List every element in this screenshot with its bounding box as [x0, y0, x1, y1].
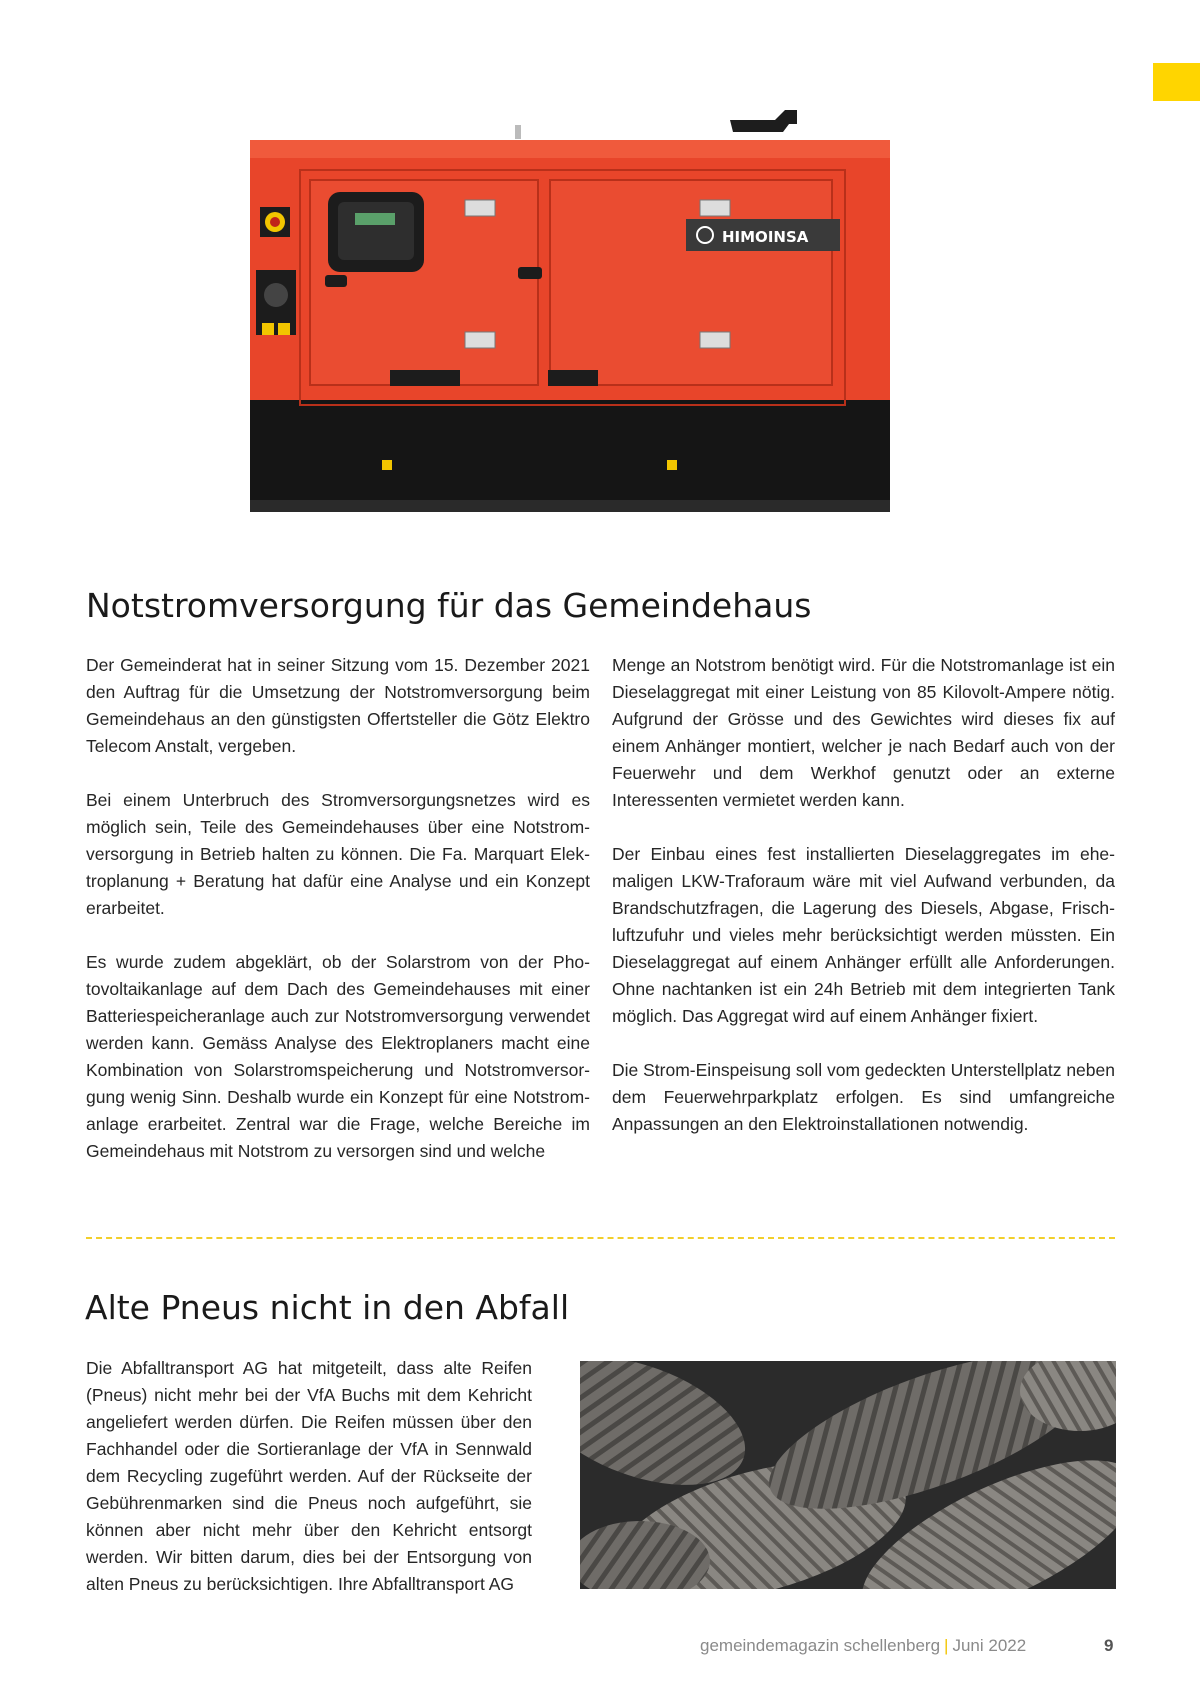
article-title: Alte Pneus nicht in den Abfall	[85, 1288, 570, 1327]
generator-brand-label: HIMOINSA	[722, 228, 809, 246]
paragraph: Der Einbau eines fest installierten Dieselaggregates im ehemaligen LKW-Traforaum wäre mit viel Aufwand verbunden, da Brandschutzfragen, die Lagerung des Diesels, Abgase, Frischluftzufuhr und vieles mehr berücksichtigt werden müssten. Ein Dieselaggregat auf einem Anhänger erfüllt alle Anforderungen. Ohne nachtanken ist ein 24h Betrieb mit dem integrierten Tank möglich. Das Aggregat wird auf einem Anhänger fixiert.	[612, 844, 1115, 1026]
page-number: 9	[1104, 1636, 1114, 1655]
issue-date: Juni 2022	[952, 1636, 1027, 1655]
paragraph: Bei einem Unterbruch des Stromversorgungsnetzes wird es möglich sein, Teile des Gemeindehauses über eine Notstromversorgung in Betrieb halten zu können. Die Fa. Marquart Elektroplanung + Beratung hat dafür eine Analyse und ein Konzept erarbeitet.	[86, 790, 590, 918]
paragraph: Die Abfalltransport AG hat mitgeteilt, dass alte Reifen (Pneus) nicht mehr bei der VfA Buchs mit dem Kehricht angeliefert werden dürfen. Die Reifen müssen über den Fachhandel oder die Sortieranlage der VfA in Sennwald dem Recycling zugeführt werden. Auf der Rückseite der Gebührenmarken sind die Pneus noch aufgeführt, sie können aber nicht mehr über den Kehricht entsorgt werden. Wir bitten darum, dies bei der Entsorgung von alten Pneus zu berücksichtigen. Ihre Abfalltransport AG	[86, 1358, 532, 1594]
paragraph: Es wurde zudem abgeklärt, ob der Solarstrom von der Photovoltaikanlage auf dem Dach des Gemeindehauses mit einer Batteriespeicheranlage auch zur Notstromversorgung verwendet werden kann. Gemäss Analyse des Elektroplaners macht eine Kombination von Solarstromspeicherung und Notstromversorgung wenig Sinn. Deshalb wurde ein Konzept für eine Notstromanlage erarbeitet. Zentral war die Frage, welche Bereiche im Gemeindehaus mit Notstrom zu versorgen sind und welche	[86, 952, 590, 1161]
paragraph: Der Gemeinderat hat in seiner Sitzung vom 15. Dezember 2021 den Auftrag für die Umsetzung der Notstromversorgung beim Gemeindehaus an den günstigsten Offertsteller die Götz Elektro Telecom Anstalt, vergeben.	[86, 655, 590, 756]
article-column-left	[86, 652, 590, 1192]
footer	[700, 1636, 1026, 1656]
paragraph: Die Strom-Einspeisung soll vom gedeckten Unterstellplatz neben dem Feuerwehrparkplatz erfolgen. Es sind umfangreiche Anpassungen an den Elektroinstallationen notwendig.	[612, 1060, 1115, 1134]
article-column-right	[612, 652, 1115, 1165]
article-body	[86, 1355, 532, 1625]
paragraph: Menge an Notstrom benötigt wird. Für die Notstromanlage ist ein Dieselaggregat mit einer Leistung von 85 Kilovolt-Ampere nötig. Aufgrund der Grösse und des Gewichtes wird dieses fix auf einem Anhänger montiert, welcher je nach Bedarf auch von der Feuerwehr und dem Werkhof genutzt oder an externe Interessenten vermietet werden kann.	[612, 655, 1115, 810]
section-tab-marker	[1153, 63, 1200, 101]
generator-image	[210, 95, 930, 525]
magazine-name: gemeindemagazin schellenberg	[700, 1636, 941, 1655]
tires-image	[580, 1361, 1116, 1589]
article-title: Notstromversorgung für das Gemeindehaus	[86, 586, 812, 625]
section-divider	[86, 1237, 1115, 1239]
footer-separator: |	[944, 1636, 949, 1655]
